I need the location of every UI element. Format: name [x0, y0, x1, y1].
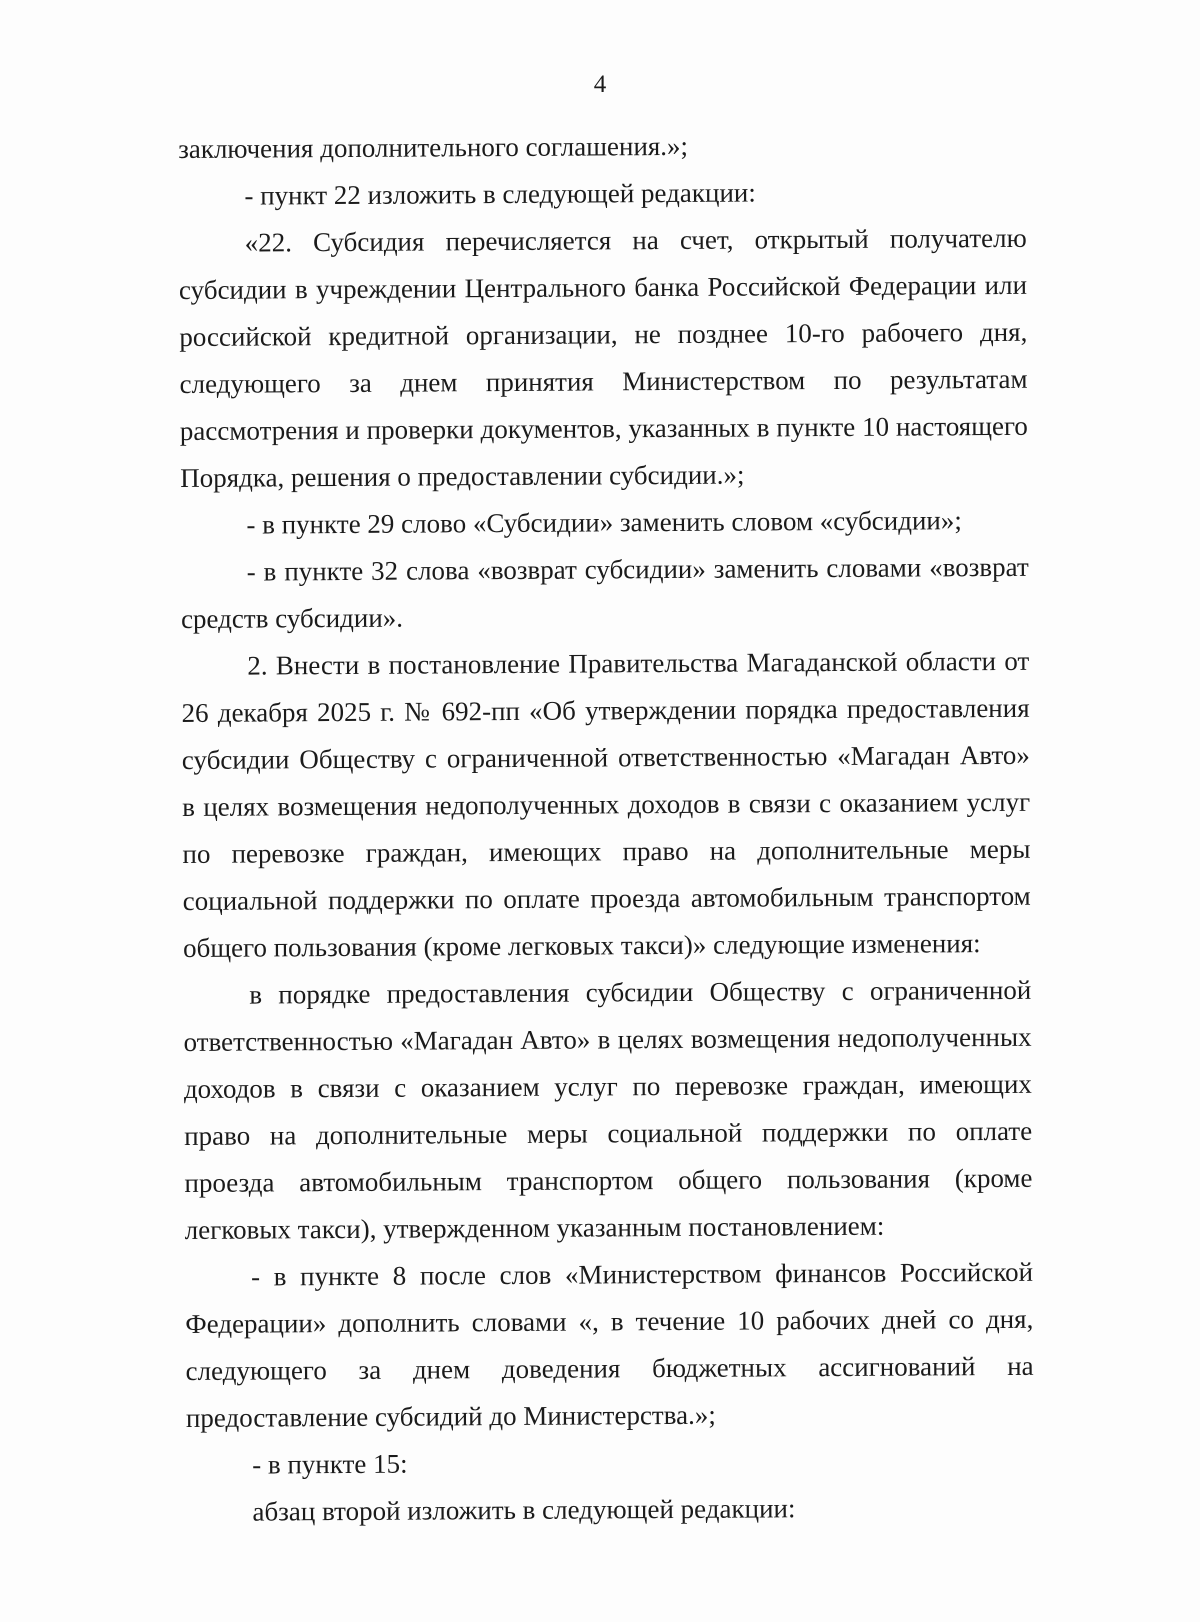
- paragraph-item-22-intro: - пункт 22 изложить в следующей редакции:: [244, 177, 756, 211]
- paragraph-order-amendments: в порядке предоставления субсидии Обществу с ограниченной ответственностью «Магадан Авто» в целях возмещения недополученных доходов в связи с оказанием услуг по перевозке граждан, имеющих право на дополнительные меры социальной поддержки по оплате проезда автомобильным транспортом общего пользования (кроме легковых такси), утвержденном указанным постановлением:: [183, 974, 1033, 1245]
- paragraph-item-32: - в пункте 32 слова «возврат субсидии» заменить словами «возврат средств субсидии».: [180, 551, 1029, 634]
- paragraph-item-8: - в пункте 8 после слов «Министерством финансов Российской Федерации» дополнить словами «, в течение 10 рабочих дней со дня, следующего за днем доведения бюджетных ассигнований на предоставление субсидий до Министерства.»;: [185, 1256, 1034, 1433]
- paragraph-item-29: - в пункте 29 слово «Субсидии» заменить словом «субсидии»;: [246, 505, 962, 540]
- document-body: [178, 121, 1035, 1536]
- paragraph-continuation: заключения дополнительного соглашения.»;: [178, 130, 689, 164]
- paragraph-section-2: 2. Внести в постановление Правительства Магаданской области от 26 декабря 2025 г. № 692-пп «Об утверждении порядка предоставления субсидии Обществу с ограниченной ответственностью «Магадан Авто» в целях возмещения недополученных доходов в связи с оказанием услуг по перевозке граждан, имеющих право на дополнительные меры социальной поддержки по оплате проезда автомобильным транспортом общего пользования (кроме легковых такси)» следующие изменения:: [181, 645, 1031, 963]
- paragraph-item-15: - в пункте 15:: [252, 1448, 408, 1480]
- paragraph-item-22-text: «22. Субсидия перечисляется на счет, открытый получателю субсидии в учреждении Центрального банка Российской Федерации или российской кредитной организации, не позднее 10-го рабочего дня, следующего за днем принятия Министерством по результатам рассмотрения и проверки документов, указанных в пункте 10 настоящего Порядка, решения о предоставлении субсидии.»;: [178, 222, 1028, 493]
- page-number: 4: [593, 71, 607, 98]
- paragraph-item-15-second-abstract: абзац второй изложить в следующей редакции:: [252, 1493, 796, 1527]
